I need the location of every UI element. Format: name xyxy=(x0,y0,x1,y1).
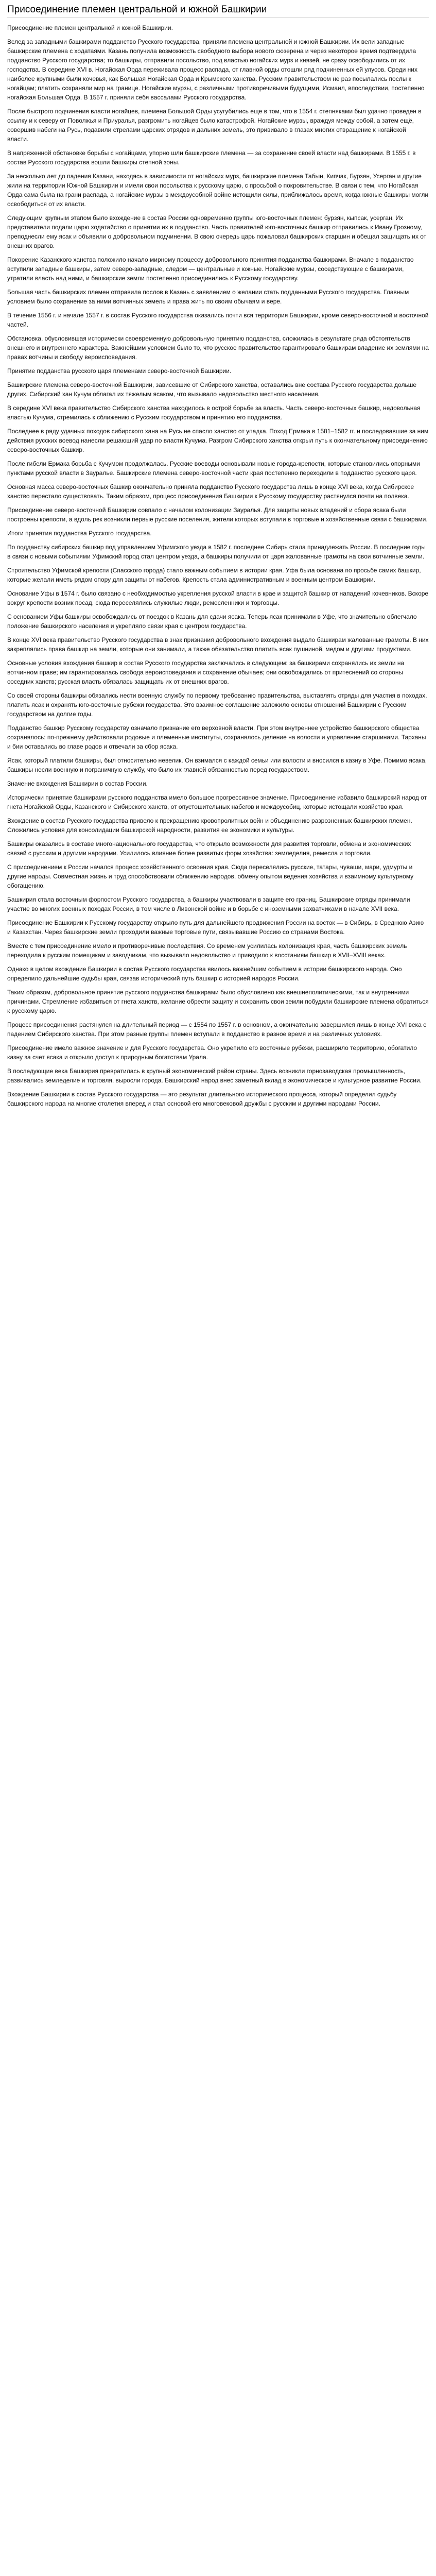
paragraph: Процесс присоединения растянулся на длительный период — с 1554 по 1557 г. в основном, а окончательно завершился лишь в конце XVI века с падением Сибирского ханства. При этом разные группы племен вступали в подданство в разное время и на различных условиях. xyxy=(7,1021,427,1038)
paragraph: В конце XVI века правительство Русского государства в знак признания добровольного вхождения выдало башкирам жалованные грамоты. В них закреплялись права башкир на земли, которые они занимали, а также обязательство платить ясак пушниной, медом и другими продуктами. xyxy=(7,636,429,653)
paragraph: Башкиры оказались в составе многонационального государства, что открыло возможности для развития торговли, обмена и экономических связей с русским и другими народами. Усилилось влияние более развитых форм хозяйства: земледелия, ремесла и торговли. xyxy=(7,840,411,857)
paragraph: В напряженной обстановке борьбы с ногайцами, упорно шли башкирские племена — за сохранение своей власти над башкирами. В 1555 г. в состав Русского государства вошли башкиры степной зоны. xyxy=(7,149,416,166)
paragraph: В середине XVI века правительство Сибирского ханства находилось в острой борьбе за власть. Часть северо-восточных башкир, недовольная властью Кучума, стремилась к сближению с Русским государством и принятию его подданства. xyxy=(7,404,421,421)
document-page xyxy=(0,0,436,1123)
paragraph: С присоединением к России начался процесс хозяйственного освоения края. Сюда переселялись русские, татары, чуваши, мари, удмурты и другие народы. Совместная жизнь и труд способствовали сближению народов, обмену опытом ведения хозяйства и взаимному культурному обогащению. xyxy=(7,863,414,889)
paragraph: Основные условия вхождения башкир в состав Русского государства заключались в следующем: за башкирами сохранялись их земли на вотчинном праве; им гарантировалась свобода вероисповедания и сохранение обычаев; они освобождались от притеснений со стороны соседних ханств; русская власть обязалась защищать их от внешних врагов. xyxy=(7,659,405,685)
paragraph: Значение вхождения Башкирии в состав России. xyxy=(7,780,148,787)
paragraph: Однако в целом вхождение Башкирии в состав Русского государства явилось важнейшим событием в истории башкирского народа. Оно определило дальнейшие судьбы края, связав исторический путь башкир с историей народов России. xyxy=(7,965,402,982)
paragraph: Обстановка, обусловившая исторически своевременную добровольную принятию подданства, сложилась в результате ряда обстоятельств внешнего и внутреннего характера. Важнейшим условием было то, что русское правительство гарантировало башкирам владение их землями на правах вотчины и свободу вероисповедания. xyxy=(7,335,429,361)
paragraph: Вместе с тем присоединение имело и противоречивые последствия. Со временем усилилась колонизация края, часть башкирских земель переходила к русским помещикам и заводчикам, что вызывало недовольство и приводило к восстаниям башкир в XVII–XVIII веках. xyxy=(7,942,407,959)
paragraph: Присоединение Башкирии к Русскому государству открыло путь для дальнейшего продвижения России на восток — в Сибирь, в Среднюю Азию и Казахстан. Через башкирские земли проходили важные торговые пути, связывавшие Россию со странами Востока. xyxy=(7,919,424,936)
paragraph: С основанием Уфы башкиры освобождались от поездок в Казань для сдачи ясака. Теперь ясак принимали в Уфе, что значительно облегчало положение башкирского населения и укрепляло связи края с центром государства. xyxy=(7,613,417,630)
paragraph: Основная масса северо-восточных башкир окончательно приняла подданство Русского государства лишь в конце XVI века, когда Сибирское ханство перестало существовать. Таким образом, процесс присоединения Башкирии к Русскому государству растянулся почти на полвека. xyxy=(7,483,414,500)
paragraph: Строительство Уфимской крепости (Спасского города) стало важным событием в истории края. Уфа была основана по просьбе самих башкир, которые желали иметь рядом опору для защиты от набегов. Крепость стала административным и военным центром Башкирии. xyxy=(7,567,421,583)
paragraph: Следующим крупным этапом было вхождение в состав России одновременно группы юго-восточных племен: бурзян, кыпсак, усерган. Их представители подали царю ходатайство о принятии их в подданство. Часть правителей юго-восточных башкир отправились к Ивану Грозному, преподнесли ему ясак и объявили о добровольном подчинении. В свою очередь царь пожаловал башкирских старшин и обещал защищать их от внешних врагов. xyxy=(7,214,427,249)
paragraph: Присоединение имело важное значение и для Русского государства. Оно укрепило его восточные рубежи, расширило территорию, обогатило казну за счет ясака и открыло доступ к природным богатствам Урала. xyxy=(7,1044,417,1061)
paragraph: Таким образом, добровольное принятие русского подданства башкирами было обусловлено как внешнеполитическими, так и внутренними причинами. Стремление избавиться от гнета ханств, желание обрести защиту и сохранить свои земли побудили башкирские племена обратиться к русскому царю. xyxy=(7,989,429,1014)
paragraph: В последующие века Башкирия превратилась в крупный экономический район страны. Здесь возникли горнозаводская промышленность, развивались земледелие и торговля, выросли города. Башкирский народ внес заметный вклад в экономическое и культурное развитие России. xyxy=(7,1067,422,1084)
paragraph: Последнее в ряду удачных походов сибирского хана на Русь не спасло ханство от упадка. Поход Ермака в 1581–1582 гг. и последовавшие за ним действия русских воевод нанесли решающий удар по власти Кучума. Разгром Сибирского ханства открыл путь к окончательному присоединению северо-восточных башкир. xyxy=(7,428,429,453)
paragraph: Подданство башкир Русскому государству означало признание его верховной власти. При этом внутреннее устройство башкирского общества сохранялось: по-прежнему действовали родовые и племенные институты, сохранялось деление на волости и управление старшинами. Тарханы и бии оставались во главе родов и отвечали за сбор ясака. xyxy=(7,724,426,750)
paragraph: Исторически принятие башкирами русского подданства имело большое прогрессивное значение. Присоединение избавило башкирский народ от гнета Ногайской Орды, Казанского и Сибирского ханств, от опустошительных набегов и междоусобиц, которые истощали хозяйство края. xyxy=(7,794,427,810)
paragraph: Большая часть башкирских племен отправила послов в Казань с заявлением о желании стать подданными Русского государства. Главным условием было сохранение за ними вотчинных земель и права жить по своим обычаям и вере. xyxy=(7,289,409,305)
paragraph: Башкирия стала восточным форпостом Русского государства, а башкиры участвовали в защите его границ. Башкирские отряды принимали участие во многих военных походах России, в том числе в Ливонской войне и в борьбе с иноземными захватчиками в начале XVII века. xyxy=(7,896,410,912)
paragraph: Присоединение северо-восточной Башкирии совпало с началом колонизации Зауралья. Для защиты новых владений и сбора ясака были построены крепости, а вдоль рек возникли первые русские поселения, жители которых вступали в торговые и хозяйственные связи с башкирами. xyxy=(7,506,428,523)
paragraph: За несколько лет до падения Казани, находясь в зависимости от ногайских мурз, башкирские племена Табын, Кипчак, Бурзян, Усерган и другие жили на территории Южной Башкирии и имели свои посольства к русскому царю, с просьбой о покровительстве. В связи с тем, что Ногайская Орда сама была на грани распада, а ногайские мурзы в междоусобной войне истощили силы, приближалось время, когда южные башкиры могли освободиться от их власти. xyxy=(7,173,429,208)
paragraph: Вслед за западными башкирами подданство Русского государства, приняли племена центральной и южной Башкирии. Их вели западные башкирские племена с ходатаями. Казань получила возможность свободного выбора нового сюзерена и через некоторое время подтвердила подданство Русского государства; то башкиры, отправили посольство, под властью ногайских мурз и князей, не сразу освободились от их господства. В середине XVI в. Ногайская Орда переживала процесс распада, от главной орды отошли ряд подчиненных ей улусов. Среди них наиболее крупными были кочевья, как Большая Ногайская Орда и Крымского ханства. Русским правительством не раз посылались послы к ногайцам; платить сохраняли мир на границе. Ногайские мурзы, с различными противоречивыми будущими, Исмаил, впоследствии, постепенно ногайская Большая Орда. В 1557 г. приняли себя вассалами Русского государства. xyxy=(7,38,425,101)
paragraph: Основание Уфы в 1574 г. было связано с необходимостью укрепления русской власти в крае и защитой башкир от нападений кочевников. Вскоре вокруг крепости возник посад, сюда переселялись служилые люди, ремесленники и торговцы. xyxy=(7,590,429,606)
paragraph: Итоги принятия подданства Русского государства. xyxy=(7,530,152,537)
paragraph: После быстрого подчинения власти ногайцев, племена Большой Орды усугубились еще в том, что в 1554 г. степняками был удачно проведен в ссылку и к северу от Поволжья и Приуралья, разгромить ногайцев было катастрофой. Ногайские мурзы, враждуя между собой, а затем ещё, совершив набеги на Русь, подавили стрелами царских отрядов и дальних земель, это прививало в глазах многих отвращение к ногайской власти. xyxy=(7,108,422,143)
paragraph: Присоединение племен центральной и южной Башкирии. xyxy=(7,24,173,31)
paragraph: Принятие подданства русского царя племенами северо-восточной Башкирии. xyxy=(7,367,232,375)
page-title: Присоединение племен центральной и южной Башкирии xyxy=(7,4,429,18)
paragraph: Башкирские племена северо-восточной Башкирии, зависевшие от Сибирского ханства, оставались вне состава Русского государства дольше других. Сибирский хан Кучум облагал их тяжелым ясаком, что вызывало недовольство местного населения. xyxy=(7,381,417,398)
paragraph: Ясак, который платили башкиры, был относительно невелик. Он взимался с каждой семьи или волости и вносился в казну в Уфе. Помимо ясака, башкиры несли военную и пограничную службу, что было их главной обязанностью перед государством. xyxy=(7,757,427,773)
paragraph: В течение 1556 г. и начале 1557 г. в состав Русского государства оказались почти вся территория Башкирии, кроме северо-восточной и восточной частей. xyxy=(7,312,429,328)
paragraph: По подданству сибирских башкир под управлением Уфимского уезда в 1582 г. последнее Сибирь стала принадлежать России. В последние годы в связи с новыми событиями Уфимский город стал центром уезда, а башкиры получили от царя жалованные грамоты на свои вотчинные земли. xyxy=(7,544,426,560)
paragraph: После гибели Ермака борьба с Кучумом продолжалась. Русские воеводы основывали новые города-крепости, которые становились опорными пунктами русской власти в Зауралье. Башкирские племена северо-восточной части края постепенно переходили в подданство русского царя. xyxy=(7,460,420,477)
paragraph: Вхождение Башкирии в состав Русского государства — это результат длительного исторического процесса, который определил судьбу башкирского народа на многие столетия вперед и стал основой его многовековой дружбы с русским и другими народами России. xyxy=(7,1091,397,1107)
document-body xyxy=(7,23,429,1108)
paragraph: Покорение Казанского ханства положило начало мирному процессу добровольного принятия подданства башкирами. Вначале в подданство вступили западные башкиры, затем северо-западные, следом — центральные и южные. Ногайские мурзы, соседствующие с башкирами, утратили власть над ними, и башкирские земли постепенно присоединились к Русскому государству. xyxy=(7,256,414,282)
paragraph: Вхождение в состав Русского государства привело к прекращению кровопролитных войн и объединению разрозненных башкирских племен. Сложились условия для консолидации башкирской народности, развития ее экономики и культуры. xyxy=(7,817,412,834)
paragraph: Со своей стороны башкиры обязались нести военную службу по первому требованию правительства, выставлять отряды для участия в походах, платить ясак и охранять юго-восточные рубежи государства. Это взаимное соглашение заложило основы отношений Башкирии с Русским государством на долгие годы. xyxy=(7,692,427,718)
